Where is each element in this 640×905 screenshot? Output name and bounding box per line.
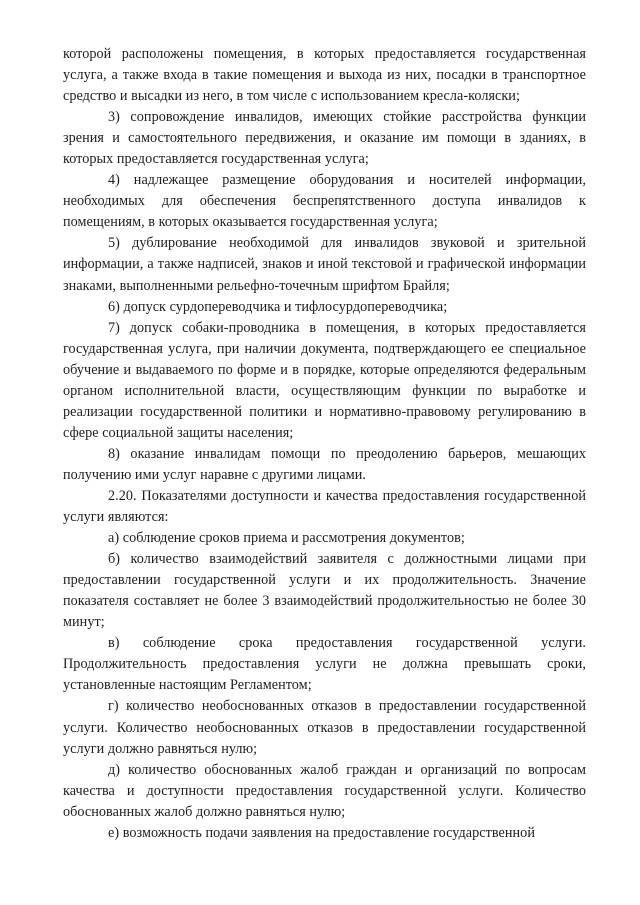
paragraph-item-d: д) количество обоснованных жалоб граждан и организаций по вопросам качества и доступности предоставления государственной услуги. Количество обоснованных жалоб должно равняться нулю; xyxy=(63,761,586,820)
paragraph-section-2-20: 2.20. Показателями доступности и качества предоставления государственной услуги являются: xyxy=(63,487,586,526)
paragraph-item-6: 6) допуск сурдопереводчика и тифлосурдопереводчика; xyxy=(108,298,448,315)
paragraph-item-8: 8) оказание инвалидам помощи по преодолению барьеров, мешающих получению ими услуг наравне с другими лицами. xyxy=(63,445,586,483)
paragraph-item-g: г) количество необоснованных отказов в предоставлении государственной услуги. Количество необоснованных отказов в предоставлении государственной услуги должно равняться нулю; xyxy=(63,698,586,757)
paragraph-item-4: 4) надлежащее размещение оборудования и носителей информации, необходимых для обеспечения беспрепятственного доступа инвалидов к помещениям, в которых оказывается государственная услуга; xyxy=(63,172,586,231)
paragraph-item-v: в) соблюдение срока предоставления государственной услуги. Продолжительность предоставления услуги не должна превышать сроки, установленные настоящим Регламентом; xyxy=(63,635,586,694)
paragraph-item-3: 3) сопровождение инвалидов, имеющих стойкие расстройства функции зрения и самостоятельного передвижения, и оказание им помощи в зданиях, в которых предоставляется государственная услуга; xyxy=(63,109,586,168)
paragraph-item-b: б) количество взаимодействий заявителя с должностными лицами при предоставлении государственной услуги и их продолжительность. Значение показателя составляет не более 3 взаимодействий продолжительностью не более 30 минут; xyxy=(63,551,586,631)
paragraph-item-7: 7) допуск собаки-проводника в помещения, в которых предоставляется государственная услуга, при наличии документа, подтверждающего ее специальное обучение и выдаваемого по форме и в порядке, которые определяются федеральным органом исполнительной власти, осуществляющим функции по выработке и реализации государственной политики и нормативно-правовому регулированию в сфере социальной защиты населения; xyxy=(63,319,586,441)
paragraph-item-5: 5) дублирование необходимой для инвалидов звуковой и зрительной информации, а также надписей, знаков и иной текстовой и графической информации знаками, выполненными рельефно-точечным шрифтом Брайля; xyxy=(63,235,586,294)
paragraph-continuation: которой расположены помещения, в которых предоставляется государственная услуга, а также входа в такие помещения и выхода из них, посадки в транспортное средство и высадки из него, в том числе с использованием кресла-коляски; xyxy=(63,46,586,105)
paragraph-item-e: е) возможность подачи заявления на предоставление государственной xyxy=(108,824,535,841)
paragraph-item-a: а) соблюдение сроков приема и рассмотрения документов; xyxy=(108,530,465,547)
